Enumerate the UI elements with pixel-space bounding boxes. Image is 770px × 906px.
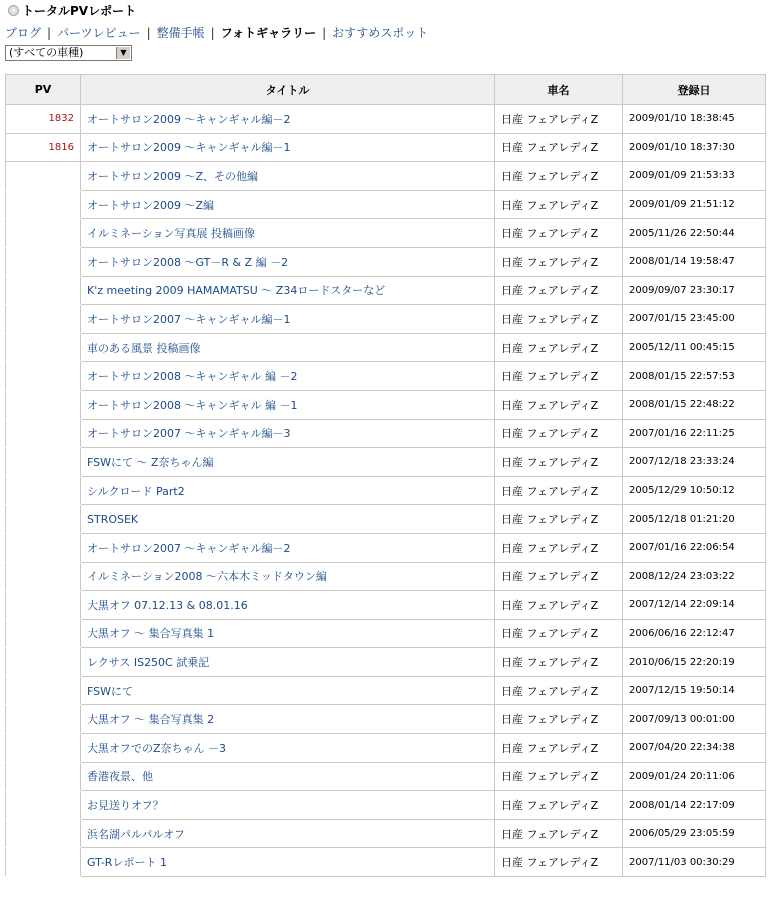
gallery-title-link[interactable]: レクサス IS250C 試乗記 <box>87 656 210 670</box>
gallery-title-link[interactable]: GT-Rレポート 1 <box>87 856 167 870</box>
gallery-title-link[interactable]: オートサロン2009 ～Z、その他編 <box>87 169 259 183</box>
date-cell: 2009/01/24 20:11:06 <box>623 762 766 791</box>
car-cell: 日産 フェアレディZ <box>495 390 623 419</box>
car-cell: 日産 フェアレディZ <box>495 219 623 248</box>
date-cell: 2009/01/10 18:37:30 <box>623 133 766 162</box>
column-header-car[interactable]: 車名 <box>495 75 623 105</box>
table-row <box>6 276 766 305</box>
gallery-title-link[interactable]: オートサロン2007 ～キャンギャル編－1 <box>87 312 291 326</box>
car-cell: 日産 フェアレディZ <box>495 362 623 391</box>
date-cell: 2005/11/26 22:50:44 <box>623 219 766 248</box>
date-cell: 2006/05/29 23:05:59 <box>623 819 766 848</box>
title-cell <box>81 219 495 248</box>
car-cell: 日産 フェアレディZ <box>495 247 623 276</box>
car-cell: 日産 フェアレディZ <box>495 591 623 620</box>
table-row <box>6 219 766 248</box>
title-cell <box>81 791 495 820</box>
title-cell <box>81 562 495 591</box>
table-header-row <box>6 75 766 105</box>
title-cell <box>81 648 495 677</box>
title-cell <box>81 819 495 848</box>
date-cell: 2009/01/09 21:53:33 <box>623 162 766 191</box>
title-cell <box>81 619 495 648</box>
title-cell <box>81 705 495 734</box>
date-cell: 2008/12/24 23:03:22 <box>623 562 766 591</box>
title-cell <box>81 333 495 362</box>
pv-cell <box>6 190 81 219</box>
car-cell: 日産 フェアレディZ <box>495 705 623 734</box>
gallery-title-link[interactable]: 大黒オフ ～ 集合写真集 1 <box>87 627 215 641</box>
page-title: トータルPVレポート <box>22 3 137 18</box>
gallery-title-link[interactable]: 浜名湖パルパルオフ <box>87 827 185 841</box>
date-cell: 2005/12/18 01:21:20 <box>623 505 766 534</box>
nav-separator: | <box>322 26 327 40</box>
gallery-title-link[interactable]: 大黒オフ 07.12.13 & 08.01.16 <box>87 598 248 612</box>
title-cell <box>81 762 495 791</box>
report-header <box>8 2 136 18</box>
car-filter-select[interactable] <box>5 45 132 61</box>
pv-cell <box>6 276 81 305</box>
pv-cell: 1832 <box>6 105 81 134</box>
gallery-title-link[interactable]: 大黒オフでのZ奈ちゃん －3 <box>87 741 227 755</box>
car-cell: 日産 フェアレディZ <box>495 648 623 677</box>
table-row <box>6 705 766 734</box>
date-cell: 2008/01/14 19:58:47 <box>623 247 766 276</box>
title-cell <box>81 676 495 705</box>
gallery-title-link[interactable]: イルミネーション2008 ～六本木ミッドタウン編 <box>87 570 327 584</box>
table-row <box>6 505 766 534</box>
table-row <box>6 133 766 162</box>
car-cell: 日産 フェアレディZ <box>495 734 623 763</box>
date-cell: 2007/04/20 22:34:38 <box>623 734 766 763</box>
title-cell <box>81 734 495 763</box>
car-cell: 日産 フェアレディZ <box>495 562 623 591</box>
gallery-title-link[interactable]: FSWにて ～ Z奈ちゃん編 <box>87 455 214 469</box>
date-cell: 2008/01/15 22:48:22 <box>623 390 766 419</box>
car-cell: 日産 フェアレディZ <box>495 448 623 477</box>
pv-cell <box>6 419 81 448</box>
pv-cell <box>6 448 81 477</box>
category-nav <box>5 24 428 40</box>
pv-cell <box>6 362 81 391</box>
gallery-title-link[interactable]: お見送りオフ？ <box>87 799 164 813</box>
title-cell <box>81 390 495 419</box>
table-row <box>6 305 766 334</box>
nav-link[interactable]: おすすめスポット <box>332 26 429 40</box>
pv-cell <box>6 162 81 191</box>
table-row <box>6 533 766 562</box>
car-cell: 日産 フェアレディZ <box>495 476 623 505</box>
table-row <box>6 562 766 591</box>
title-cell <box>81 476 495 505</box>
title-cell <box>81 848 495 877</box>
pv-cell <box>6 476 81 505</box>
car-cell: 日産 フェアレディZ <box>495 848 623 877</box>
table-row <box>6 333 766 362</box>
table-row <box>6 105 766 134</box>
table-row <box>6 419 766 448</box>
gallery-title-link[interactable]: FSWにて <box>87 684 133 698</box>
date-cell: 2008/01/15 22:57:53 <box>623 362 766 391</box>
table-row <box>6 619 766 648</box>
table-row <box>6 247 766 276</box>
gallery-title-link[interactable]: オートサロン2007 ～キャンギャル編－2 <box>87 541 291 555</box>
gallery-title-link[interactable]: イルミネーション写真展 投稿画像 <box>87 227 256 241</box>
title-cell <box>81 276 495 305</box>
car-cell: 日産 フェアレディZ <box>495 619 623 648</box>
date-cell: 2006/06/16 22:12:47 <box>623 619 766 648</box>
pv-cell: 1816 <box>6 133 81 162</box>
pv-cell <box>6 848 81 877</box>
table-row <box>6 390 766 419</box>
gallery-title-link[interactable]: オートサロン2008 ～GT－R & Z 編 －2 <box>87 255 289 269</box>
car-cell: 日産 フェアレディZ <box>495 305 623 334</box>
nav-separator: | <box>47 26 52 40</box>
table-row <box>6 762 766 791</box>
car-cell: 日産 フェアレディZ <box>495 276 623 305</box>
table-row <box>6 648 766 677</box>
date-cell: 2007/01/16 22:11:25 <box>623 419 766 448</box>
table-row <box>6 448 766 477</box>
car-cell: 日産 フェアレディZ <box>495 190 623 219</box>
date-cell: 2009/09/07 23:30:17 <box>623 276 766 305</box>
car-cell: 日産 フェアレディZ <box>495 505 623 534</box>
table-row <box>6 162 766 191</box>
table-row <box>6 819 766 848</box>
title-cell <box>81 362 495 391</box>
dropdown-arrow-icon[interactable]: ▼ <box>116 47 130 59</box>
car-cell: 日産 フェアレディZ <box>495 762 623 791</box>
title-cell <box>81 448 495 477</box>
pv-cell <box>6 562 81 591</box>
gallery-title-link[interactable]: オートサロン2008 ～キャンギャル 編 －2 <box>87 370 298 384</box>
gallery-title-link[interactable]: オートサロン2009 ～Z編 <box>87 198 215 212</box>
pv-cell <box>6 390 81 419</box>
pv-report-table <box>5 74 766 877</box>
car-cell: 日産 フェアレディZ <box>495 676 623 705</box>
title-cell <box>81 105 495 134</box>
table-row <box>6 734 766 763</box>
pv-cell <box>6 791 81 820</box>
date-cell: 2008/01/14 22:17:09 <box>623 791 766 820</box>
nav-link[interactable]: ブログ <box>5 26 42 40</box>
pv-cell <box>6 734 81 763</box>
gallery-title-link[interactable]: オートサロン2009 ～キャンギャル編－2 <box>87 112 291 126</box>
column-header-date[interactable]: 登録日 <box>623 75 766 105</box>
date-cell: 2009/01/09 21:51:12 <box>623 190 766 219</box>
pv-cell <box>6 305 81 334</box>
table-row <box>6 791 766 820</box>
gallery-title-link[interactable]: シルクロード Part2 <box>87 484 185 498</box>
nav-link[interactable]: フォトギャラリー <box>220 26 317 40</box>
car-filter-value: (すべての車種) <box>9 46 84 59</box>
gallery-title-link[interactable]: オートサロン2009 ～キャンギャル編－1 <box>87 141 291 155</box>
car-cell: 日産 フェアレディZ <box>495 819 623 848</box>
date-cell: 2010/06/15 22:20:19 <box>623 648 766 677</box>
car-cell: 日産 フェアレディZ <box>495 419 623 448</box>
gallery-title-link[interactable]: STROSEK <box>87 512 139 526</box>
gallery-title-link[interactable]: オートサロン2007 ～キャンギャル編－3 <box>87 427 291 441</box>
pv-cell <box>6 648 81 677</box>
pv-cell <box>6 591 81 620</box>
pv-cell <box>6 333 81 362</box>
date-cell: 2005/12/11 00:45:15 <box>623 333 766 362</box>
pv-cell <box>6 247 81 276</box>
column-header-title[interactable]: タイトル <box>81 75 495 105</box>
car-cell: 日産 フェアレディZ <box>495 133 623 162</box>
title-cell <box>81 419 495 448</box>
pv-cell <box>6 219 81 248</box>
table-row <box>6 676 766 705</box>
date-cell: 2007/09/13 00:01:00 <box>623 705 766 734</box>
gallery-title-link[interactable]: 大黒オフ ～ 集合写真集 2 <box>87 713 215 727</box>
nav-separator: | <box>146 26 151 40</box>
date-cell: 2007/11/03 00:30:29 <box>623 848 766 877</box>
date-cell: 2007/01/16 22:06:54 <box>623 533 766 562</box>
table-row <box>6 848 766 877</box>
nav-link[interactable]: パーツレビュー <box>57 26 141 40</box>
car-cell: 日産 フェアレディZ <box>495 791 623 820</box>
pv-cell <box>6 676 81 705</box>
date-cell: 2005/12/29 10:50:12 <box>623 476 766 505</box>
gallery-title-link[interactable]: オートサロン2008 ～キャンギャル 編 －1 <box>87 398 298 412</box>
date-cell: 2007/01/15 23:45:00 <box>623 305 766 334</box>
gallery-title-link[interactable]: 車のある風景 投稿画像 <box>87 341 201 355</box>
title-cell <box>81 591 495 620</box>
car-cell: 日産 フェアレディZ <box>495 162 623 191</box>
title-cell <box>81 133 495 162</box>
car-cell: 日産 フェアレディZ <box>495 333 623 362</box>
pv-cell <box>6 819 81 848</box>
date-cell: 2007/12/14 22:09:14 <box>623 591 766 620</box>
pv-cell <box>6 705 81 734</box>
date-cell: 2007/12/15 19:50:14 <box>623 676 766 705</box>
table-row <box>6 190 766 219</box>
title-cell <box>81 247 495 276</box>
pv-cell <box>6 505 81 534</box>
table-row <box>6 476 766 505</box>
pv-cell <box>6 619 81 648</box>
column-header-pv[interactable]: PV <box>6 75 81 105</box>
gallery-title-link[interactable]: 香港夜景、他 <box>87 770 153 784</box>
title-cell <box>81 533 495 562</box>
bullet-icon <box>8 5 19 16</box>
nav-separator: | <box>210 26 215 40</box>
gallery-title-link[interactable]: K'z meeting 2009 HAMAMATSU ～ Z34ロードスターなど <box>87 284 386 298</box>
title-cell <box>81 305 495 334</box>
pv-cell <box>6 533 81 562</box>
table-row <box>6 362 766 391</box>
date-cell: 2007/12/18 23:33:24 <box>623 448 766 477</box>
nav-link[interactable]: 整備手帳 <box>156 26 205 40</box>
pv-cell <box>6 762 81 791</box>
title-cell <box>81 190 495 219</box>
title-cell <box>81 162 495 191</box>
car-cell: 日産 フェアレディZ <box>495 105 623 134</box>
car-cell: 日産 フェアレディZ <box>495 533 623 562</box>
title-cell <box>81 505 495 534</box>
table-row <box>6 591 766 620</box>
date-cell: 2009/01/10 18:38:45 <box>623 105 766 134</box>
